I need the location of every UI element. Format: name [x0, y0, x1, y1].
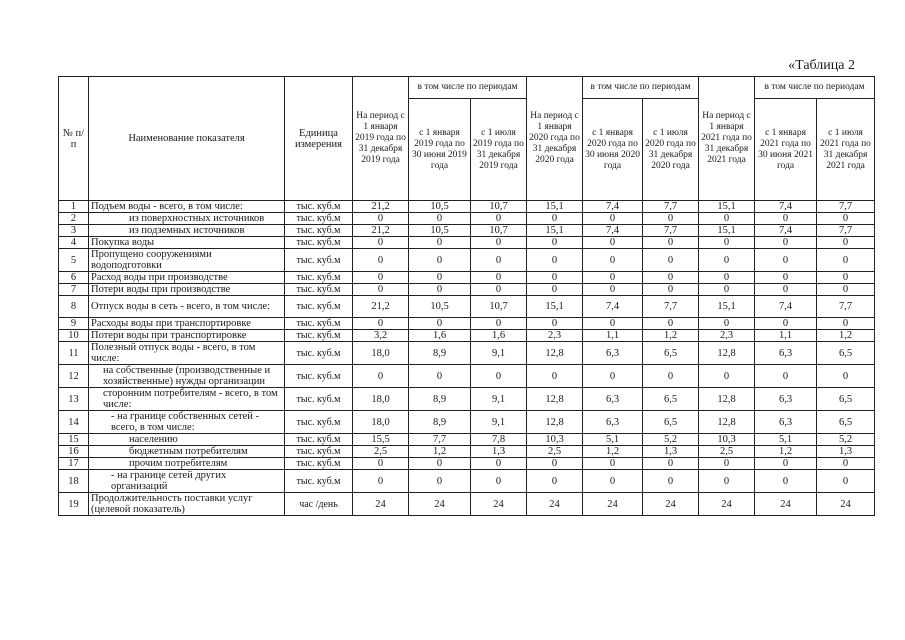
value-cell: 0	[643, 237, 699, 249]
indicator-name: Покупка воды	[89, 237, 285, 249]
value-cell: 0	[643, 284, 699, 296]
value-cell: 0	[755, 237, 817, 249]
value-cell: 0	[583, 470, 643, 493]
value-cell: 10,5	[409, 225, 471, 237]
value-cell: 0	[817, 272, 875, 284]
header-2020-h1: с 1 января 2020 года по 30 июня 2020 года	[583, 99, 643, 201]
value-cell: 1,3	[471, 446, 527, 458]
indicator-name: из подземных источников	[89, 225, 285, 237]
value-cell: 18,0	[353, 342, 409, 365]
value-cell: 0	[409, 237, 471, 249]
table-row	[59, 249, 875, 272]
value-cell: 24	[527, 493, 583, 516]
table-row	[59, 318, 875, 330]
value-cell: 15,1	[699, 296, 755, 318]
table-row	[59, 470, 875, 493]
value-cell: 24	[643, 493, 699, 516]
value-cell: 0	[527, 249, 583, 272]
value-cell: 1,6	[409, 330, 471, 342]
unit-cell: час /день	[285, 493, 353, 516]
value-cell: 0	[353, 318, 409, 330]
value-cell: 7,7	[643, 225, 699, 237]
indicator-name: Отпуск воды в сеть - всего, в том числе:	[89, 296, 285, 318]
value-cell: 0	[471, 365, 527, 388]
value-cell: 2,3	[699, 330, 755, 342]
indicator-name: Продолжительность поставки услуг (целевой показатель)	[89, 493, 285, 516]
water-balance-table	[58, 76, 875, 516]
table-row	[59, 388, 875, 411]
value-cell: 0	[353, 284, 409, 296]
value-cell: 2,3	[527, 330, 583, 342]
value-cell: 6,3	[583, 411, 643, 434]
unit-cell: тыс. куб.м	[285, 434, 353, 446]
value-cell: 0	[755, 272, 817, 284]
value-cell: 0	[699, 213, 755, 225]
value-cell: 0	[527, 284, 583, 296]
unit-cell: тыс. куб.м	[285, 225, 353, 237]
header-in-total-2021: в том числе по периодам	[755, 77, 875, 99]
value-cell: 0	[471, 272, 527, 284]
unit-cell: тыс. куб.м	[285, 296, 353, 318]
value-cell: 0	[699, 272, 755, 284]
value-cell: 24	[409, 493, 471, 516]
value-cell: 10,3	[699, 434, 755, 446]
value-cell: 0	[583, 249, 643, 272]
header-num: № п/п	[59, 77, 89, 201]
value-cell: 0	[527, 318, 583, 330]
header-2021-h2: с 1 июля 2021 года по 31 декабря 2021 года	[817, 99, 875, 201]
value-cell: 0	[583, 318, 643, 330]
value-cell: 0	[583, 365, 643, 388]
value-cell: 0	[471, 213, 527, 225]
value-cell: 12,8	[527, 388, 583, 411]
value-cell: 7,8	[471, 434, 527, 446]
value-cell: 3,2	[353, 330, 409, 342]
indicator-name: - на границе собственных сетей - всего, в том числе:	[89, 411, 285, 434]
header-in-total-2019: в том числе по периодам	[409, 77, 527, 99]
value-cell: 0	[817, 249, 875, 272]
value-cell: 6,5	[817, 411, 875, 434]
value-cell: 0	[471, 284, 527, 296]
value-cell: 24	[817, 493, 875, 516]
value-cell: 2,5	[699, 446, 755, 458]
value-cell: 0	[527, 237, 583, 249]
row-number: 1	[59, 201, 89, 213]
indicator-name: - на границе сетей других организаций	[89, 470, 285, 493]
value-cell: 0	[409, 272, 471, 284]
row-number: 4	[59, 237, 89, 249]
value-cell: 0	[353, 272, 409, 284]
value-cell: 12,8	[699, 388, 755, 411]
indicator-name: на собственные (производственные и хозяйственные) нужды организации	[89, 365, 285, 388]
value-cell: 0	[353, 470, 409, 493]
value-cell: 0	[817, 237, 875, 249]
unit-cell: тыс. куб.м	[285, 458, 353, 470]
table-row	[59, 296, 875, 318]
unit-cell: тыс. куб.м	[285, 318, 353, 330]
row-number: 12	[59, 365, 89, 388]
unit-cell: тыс. куб.м	[285, 213, 353, 225]
value-cell: 0	[471, 470, 527, 493]
value-cell: 21,2	[353, 201, 409, 213]
value-cell: 0	[583, 237, 643, 249]
value-cell: 15,1	[527, 225, 583, 237]
header-period-2020: На период с 1 января 2020 года по 31 декабря 2020 года	[527, 77, 583, 201]
unit-cell: тыс. куб.м	[285, 201, 353, 213]
indicator-name: сторонним потребителям - всего, в том числе:	[89, 388, 285, 411]
value-cell: 8,9	[409, 388, 471, 411]
value-cell: 15,5	[353, 434, 409, 446]
value-cell: 7,4	[583, 296, 643, 318]
value-cell: 12,8	[527, 411, 583, 434]
value-cell: 0	[643, 213, 699, 225]
value-cell: 7,4	[755, 296, 817, 318]
row-number: 8	[59, 296, 89, 318]
table-row	[59, 342, 875, 365]
table-row	[59, 458, 875, 470]
value-cell: 0	[699, 318, 755, 330]
value-cell: 0	[353, 213, 409, 225]
value-cell: 10,7	[471, 201, 527, 213]
value-cell: 1,2	[755, 446, 817, 458]
row-number: 14	[59, 411, 89, 434]
unit-cell: тыс. куб.м	[285, 284, 353, 296]
value-cell: 0	[817, 365, 875, 388]
value-cell: 0	[643, 249, 699, 272]
value-cell: 15,1	[527, 296, 583, 318]
value-cell: 0	[817, 470, 875, 493]
value-cell: 7,7	[817, 201, 875, 213]
value-cell: 0	[409, 213, 471, 225]
value-cell: 0	[409, 470, 471, 493]
header-unit: Единица измерения	[285, 77, 353, 201]
value-cell: 0	[471, 237, 527, 249]
value-cell: 0	[817, 458, 875, 470]
unit-cell: тыс. куб.м	[285, 330, 353, 342]
table-row	[59, 330, 875, 342]
value-cell: 9,1	[471, 411, 527, 434]
value-cell: 0	[699, 249, 755, 272]
value-cell: 7,7	[643, 201, 699, 213]
value-cell: 1,1	[583, 330, 643, 342]
value-cell: 12,8	[699, 342, 755, 365]
value-cell: 0	[755, 249, 817, 272]
value-cell: 2,5	[527, 446, 583, 458]
value-cell: 0	[699, 470, 755, 493]
value-cell: 0	[353, 458, 409, 470]
value-cell: 1,1	[755, 330, 817, 342]
value-cell: 5,2	[643, 434, 699, 446]
value-cell: 1,3	[817, 446, 875, 458]
value-cell: 0	[817, 213, 875, 225]
value-cell: 10,7	[471, 296, 527, 318]
unit-cell: тыс. куб.м	[285, 411, 353, 434]
value-cell: 6,3	[755, 411, 817, 434]
value-cell: 0	[583, 284, 643, 296]
value-cell: 0	[583, 272, 643, 284]
indicator-name: из поверхностных источников	[89, 213, 285, 225]
value-cell: 24	[583, 493, 643, 516]
table-row	[59, 284, 875, 296]
value-cell: 0	[527, 272, 583, 284]
indicator-name: Расходы воды при транспортировке	[89, 318, 285, 330]
table-row	[59, 213, 875, 225]
row-number: 3	[59, 225, 89, 237]
value-cell: 0	[409, 284, 471, 296]
value-cell: 0	[755, 470, 817, 493]
value-cell: 24	[471, 493, 527, 516]
value-cell: 12,8	[527, 342, 583, 365]
value-cell: 15,1	[527, 201, 583, 213]
table-row	[59, 201, 875, 213]
row-number: 5	[59, 249, 89, 272]
row-number: 18	[59, 470, 89, 493]
header-period-2021: На период с 1 января 2021 года по 31 декабря 2021 года	[699, 77, 755, 201]
value-cell: 1,2	[643, 330, 699, 342]
value-cell: 7,7	[817, 296, 875, 318]
value-cell: 0	[755, 318, 817, 330]
value-cell: 10,7	[471, 225, 527, 237]
value-cell: 0	[643, 458, 699, 470]
value-cell: 24	[755, 493, 817, 516]
table-row	[59, 493, 875, 516]
value-cell: 0	[471, 318, 527, 330]
value-cell: 10,3	[527, 434, 583, 446]
header-2019-h1: с 1 января 2019 года по 30 июня 2019 года	[409, 99, 471, 201]
value-cell: 6,3	[583, 342, 643, 365]
value-cell: 0	[527, 213, 583, 225]
row-number: 17	[59, 458, 89, 470]
value-cell: 15,1	[699, 225, 755, 237]
unit-cell: тыс. куб.м	[285, 388, 353, 411]
value-cell: 6,3	[583, 388, 643, 411]
table-row	[59, 411, 875, 434]
row-number: 9	[59, 318, 89, 330]
header-2021-h1: с 1 января 2021 года по 30 июня 2021 года	[755, 99, 817, 201]
value-cell: 0	[353, 249, 409, 272]
value-cell: 0	[755, 284, 817, 296]
value-cell: 1,3	[643, 446, 699, 458]
value-cell: 0	[527, 458, 583, 470]
value-cell: 21,2	[353, 225, 409, 237]
unit-cell: тыс. куб.м	[285, 342, 353, 365]
value-cell: 7,7	[643, 296, 699, 318]
value-cell: 10,5	[409, 296, 471, 318]
value-cell: 2,5	[353, 446, 409, 458]
value-cell: 9,1	[471, 342, 527, 365]
value-cell: 0	[409, 318, 471, 330]
indicator-name: бюджетным потребителям	[89, 446, 285, 458]
value-cell: 24	[699, 493, 755, 516]
unit-cell: тыс. куб.м	[285, 470, 353, 493]
row-number: 7	[59, 284, 89, 296]
value-cell: 0	[699, 284, 755, 296]
row-number: 16	[59, 446, 89, 458]
unit-cell: тыс. куб.м	[285, 272, 353, 284]
value-cell: 0	[817, 284, 875, 296]
indicator-name: Полезный отпуск воды - всего, в том числе:	[89, 342, 285, 365]
value-cell: 9,1	[471, 388, 527, 411]
value-cell: 0	[471, 249, 527, 272]
value-cell: 0	[817, 318, 875, 330]
value-cell: 1,2	[817, 330, 875, 342]
value-cell: 12,8	[699, 411, 755, 434]
value-cell: 0	[409, 249, 471, 272]
value-cell: 18,0	[353, 411, 409, 434]
row-number: 11	[59, 342, 89, 365]
value-cell: 6,5	[643, 388, 699, 411]
value-cell: 5,1	[755, 434, 817, 446]
table-row	[59, 365, 875, 388]
indicator-name: Потери воды при производстве	[89, 284, 285, 296]
indicator-name: прочим потребителям	[89, 458, 285, 470]
value-cell: 0	[699, 365, 755, 388]
value-cell: 7,4	[583, 225, 643, 237]
row-number: 15	[59, 434, 89, 446]
indicator-name: Расход воды при производстве	[89, 272, 285, 284]
header-2019-h2: с 1 июля 2019 года по 31 декабря 2019 года	[471, 99, 527, 201]
indicator-name: населению	[89, 434, 285, 446]
header-period-2019: На период с 1 января 2019 года по 31 декабря 2019 года	[353, 77, 409, 201]
value-cell: 0	[699, 458, 755, 470]
indicator-name: Подъем воды - всего, в том числе:	[89, 201, 285, 213]
indicator-name: Потери воды при транспортировке	[89, 330, 285, 342]
row-number: 10	[59, 330, 89, 342]
unit-cell: тыс. куб.м	[285, 446, 353, 458]
table-row	[59, 225, 875, 237]
value-cell: 5,2	[817, 434, 875, 446]
value-cell: 6,3	[755, 388, 817, 411]
value-cell: 10,5	[409, 201, 471, 213]
row-number: 13	[59, 388, 89, 411]
header-2020-h2: с 1 июля 2020 года по 31 декабря 2020 года	[643, 99, 699, 201]
value-cell: 6,3	[755, 342, 817, 365]
value-cell: 6,5	[643, 411, 699, 434]
value-cell: 15,1	[699, 201, 755, 213]
row-number: 6	[59, 272, 89, 284]
value-cell: 8,9	[409, 342, 471, 365]
value-cell: 0	[409, 458, 471, 470]
value-cell: 1,2	[583, 446, 643, 458]
row-number: 2	[59, 213, 89, 225]
value-cell: 0	[409, 365, 471, 388]
value-cell: 5,1	[583, 434, 643, 446]
value-cell: 6,5	[643, 342, 699, 365]
value-cell: 0	[643, 272, 699, 284]
table-body	[59, 201, 875, 516]
value-cell: 0	[527, 470, 583, 493]
value-cell: 7,4	[755, 201, 817, 213]
value-cell: 6,5	[817, 388, 875, 411]
unit-cell: тыс. куб.м	[285, 365, 353, 388]
value-cell: 7,4	[583, 201, 643, 213]
table-row	[59, 434, 875, 446]
value-cell: 0	[755, 213, 817, 225]
unit-cell: тыс. куб.м	[285, 237, 353, 249]
value-cell: 0	[527, 365, 583, 388]
value-cell: 21,2	[353, 296, 409, 318]
value-cell: 0	[583, 458, 643, 470]
value-cell: 1,6	[471, 330, 527, 342]
table-row	[59, 446, 875, 458]
value-cell: 0	[643, 365, 699, 388]
value-cell: 0	[643, 470, 699, 493]
value-cell: 8,9	[409, 411, 471, 434]
value-cell: 18,0	[353, 388, 409, 411]
value-cell: 0	[353, 237, 409, 249]
value-cell: 24	[353, 493, 409, 516]
value-cell: 7,7	[817, 225, 875, 237]
value-cell: 0	[471, 458, 527, 470]
value-cell: 0	[583, 213, 643, 225]
indicator-name: Пропущено сооружениями водоподготовки	[89, 249, 285, 272]
value-cell: 0	[643, 318, 699, 330]
value-cell: 0	[755, 458, 817, 470]
unit-cell: тыс. куб.м	[285, 249, 353, 272]
value-cell: 0	[755, 365, 817, 388]
table-row	[59, 272, 875, 284]
value-cell: 1,2	[409, 446, 471, 458]
row-number: 19	[59, 493, 89, 516]
table-row	[59, 237, 875, 249]
value-cell: 0	[699, 237, 755, 249]
table-caption: «Таблица 2	[788, 58, 855, 73]
value-cell: 7,4	[755, 225, 817, 237]
header-name: Наименование показателя	[89, 77, 285, 201]
value-cell: 7,7	[409, 434, 471, 446]
value-cell: 0	[353, 365, 409, 388]
header-in-total-2020: в том числе по периодам	[583, 77, 699, 99]
value-cell: 6,5	[817, 342, 875, 365]
